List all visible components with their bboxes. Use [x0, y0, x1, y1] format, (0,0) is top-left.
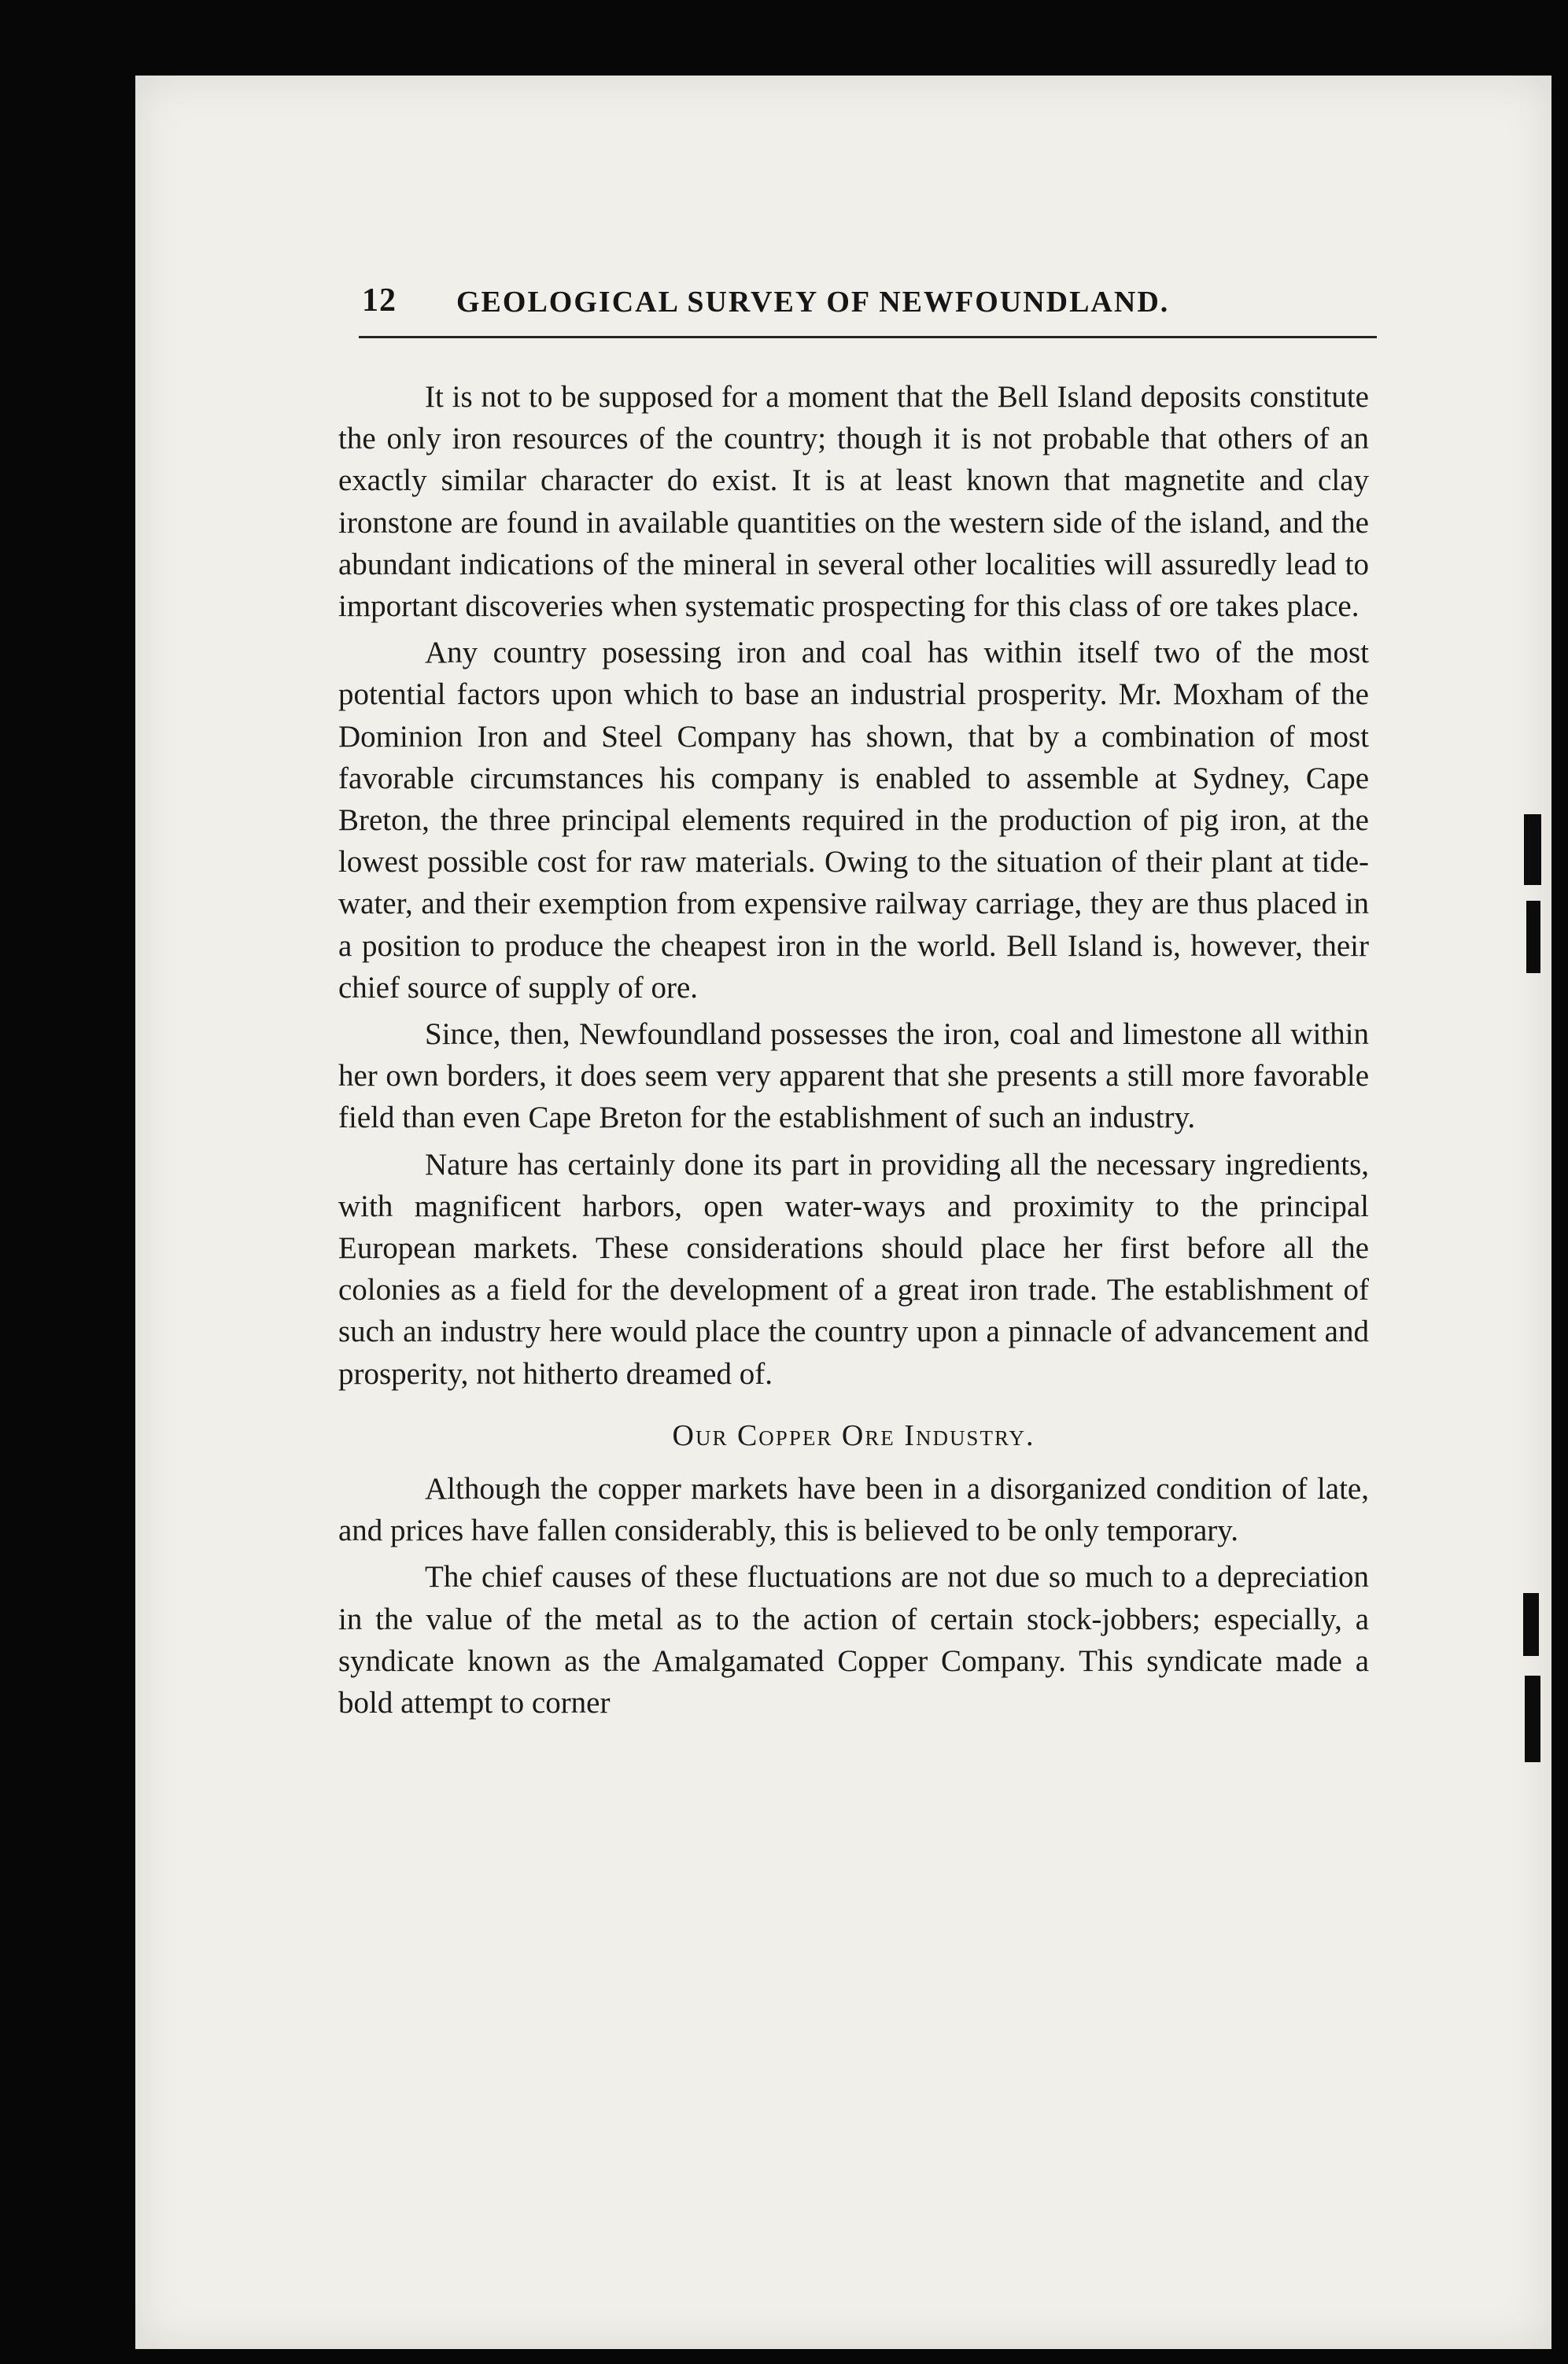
paragraph-6: The chief causes of these fluctuations are not due so much to a depreciation in the value of the metal as to the action of certain stock-jobbers; especially, a syndicate known as the Amalgamated Copper Company. This syndicate made a bold attempt to corner	[338, 1560, 1369, 1720]
paragraph-1: It is not to be supposed for a moment that the Bell Island deposits constitute the only iron resources of the country; though it is not probable that others of an exactly similar character do exist. It is at least known that magnetite and clay ironstone are found in available quantities on the western side of the island, and the abundant indications of the mineral in several other localities will assuredly lead to important discoveries when systematic prospecting for this class of ore takes place.	[338, 380, 1369, 624]
scan-artifact-1	[1524, 814, 1541, 885]
page-header	[362, 282, 1377, 329]
paragraph-3: Since, then, Newfoundland possesses the iron, coal and limestone all within her own borders, it does seem very apparent that she presents a still more favorable field than even Cape Breton for the establishment of such an industry.	[338, 1017, 1369, 1135]
section-heading: Our Copper Ore Industry.	[672, 1418, 1035, 1452]
scan-artifact-3	[1523, 1593, 1539, 1656]
body-text	[338, 376, 1369, 1728]
header-rule	[393, 336, 1377, 338]
scan-artifact-4	[1525, 1676, 1540, 1762]
page-number: 12	[362, 282, 397, 319]
scan-artifact-2	[1526, 901, 1540, 973]
running-title: GEOLOGICAL SURVEY OF NEWFOUNDLAND.	[456, 286, 1170, 319]
paragraph-4: Nature has certainly done its part in providing all the necessary ingredients, with magnificent harbors, open water-ways and proximity to the principal European markets. These considerations should place her first before all the colonies as a field for the development of a great iron trade. The establishment of such an industry here would place the country upon a pinnacle of advancement and prosperity, not hitherto dreamed of.	[338, 1147, 1369, 1391]
paragraph-5: Although the copper markets have been in a disorganized condition of late, and prices have fallen considerably, this is believed to be only temporary.	[338, 1472, 1369, 1548]
paragraph-2: Any country posessing iron and coal has within itself two of the most potential factors upon which to base an industrial prosperity. Mr. Moxham of the Dominion Iron and Steel Company has shown, that by a combination of most favorable circumstances his company is enabled to assemble at Sydney, Cape Breton, the three principal elements required in the production of pig iron, at the lowest possible cost for raw materials. Owing to the situation of their plant at tide-water, and their exemption from expensive railway carriage, they are thus placed in a position to produce the cheapest iron in the world. Bell Island is, however, their chief source of supply of ore.	[338, 636, 1369, 1005]
